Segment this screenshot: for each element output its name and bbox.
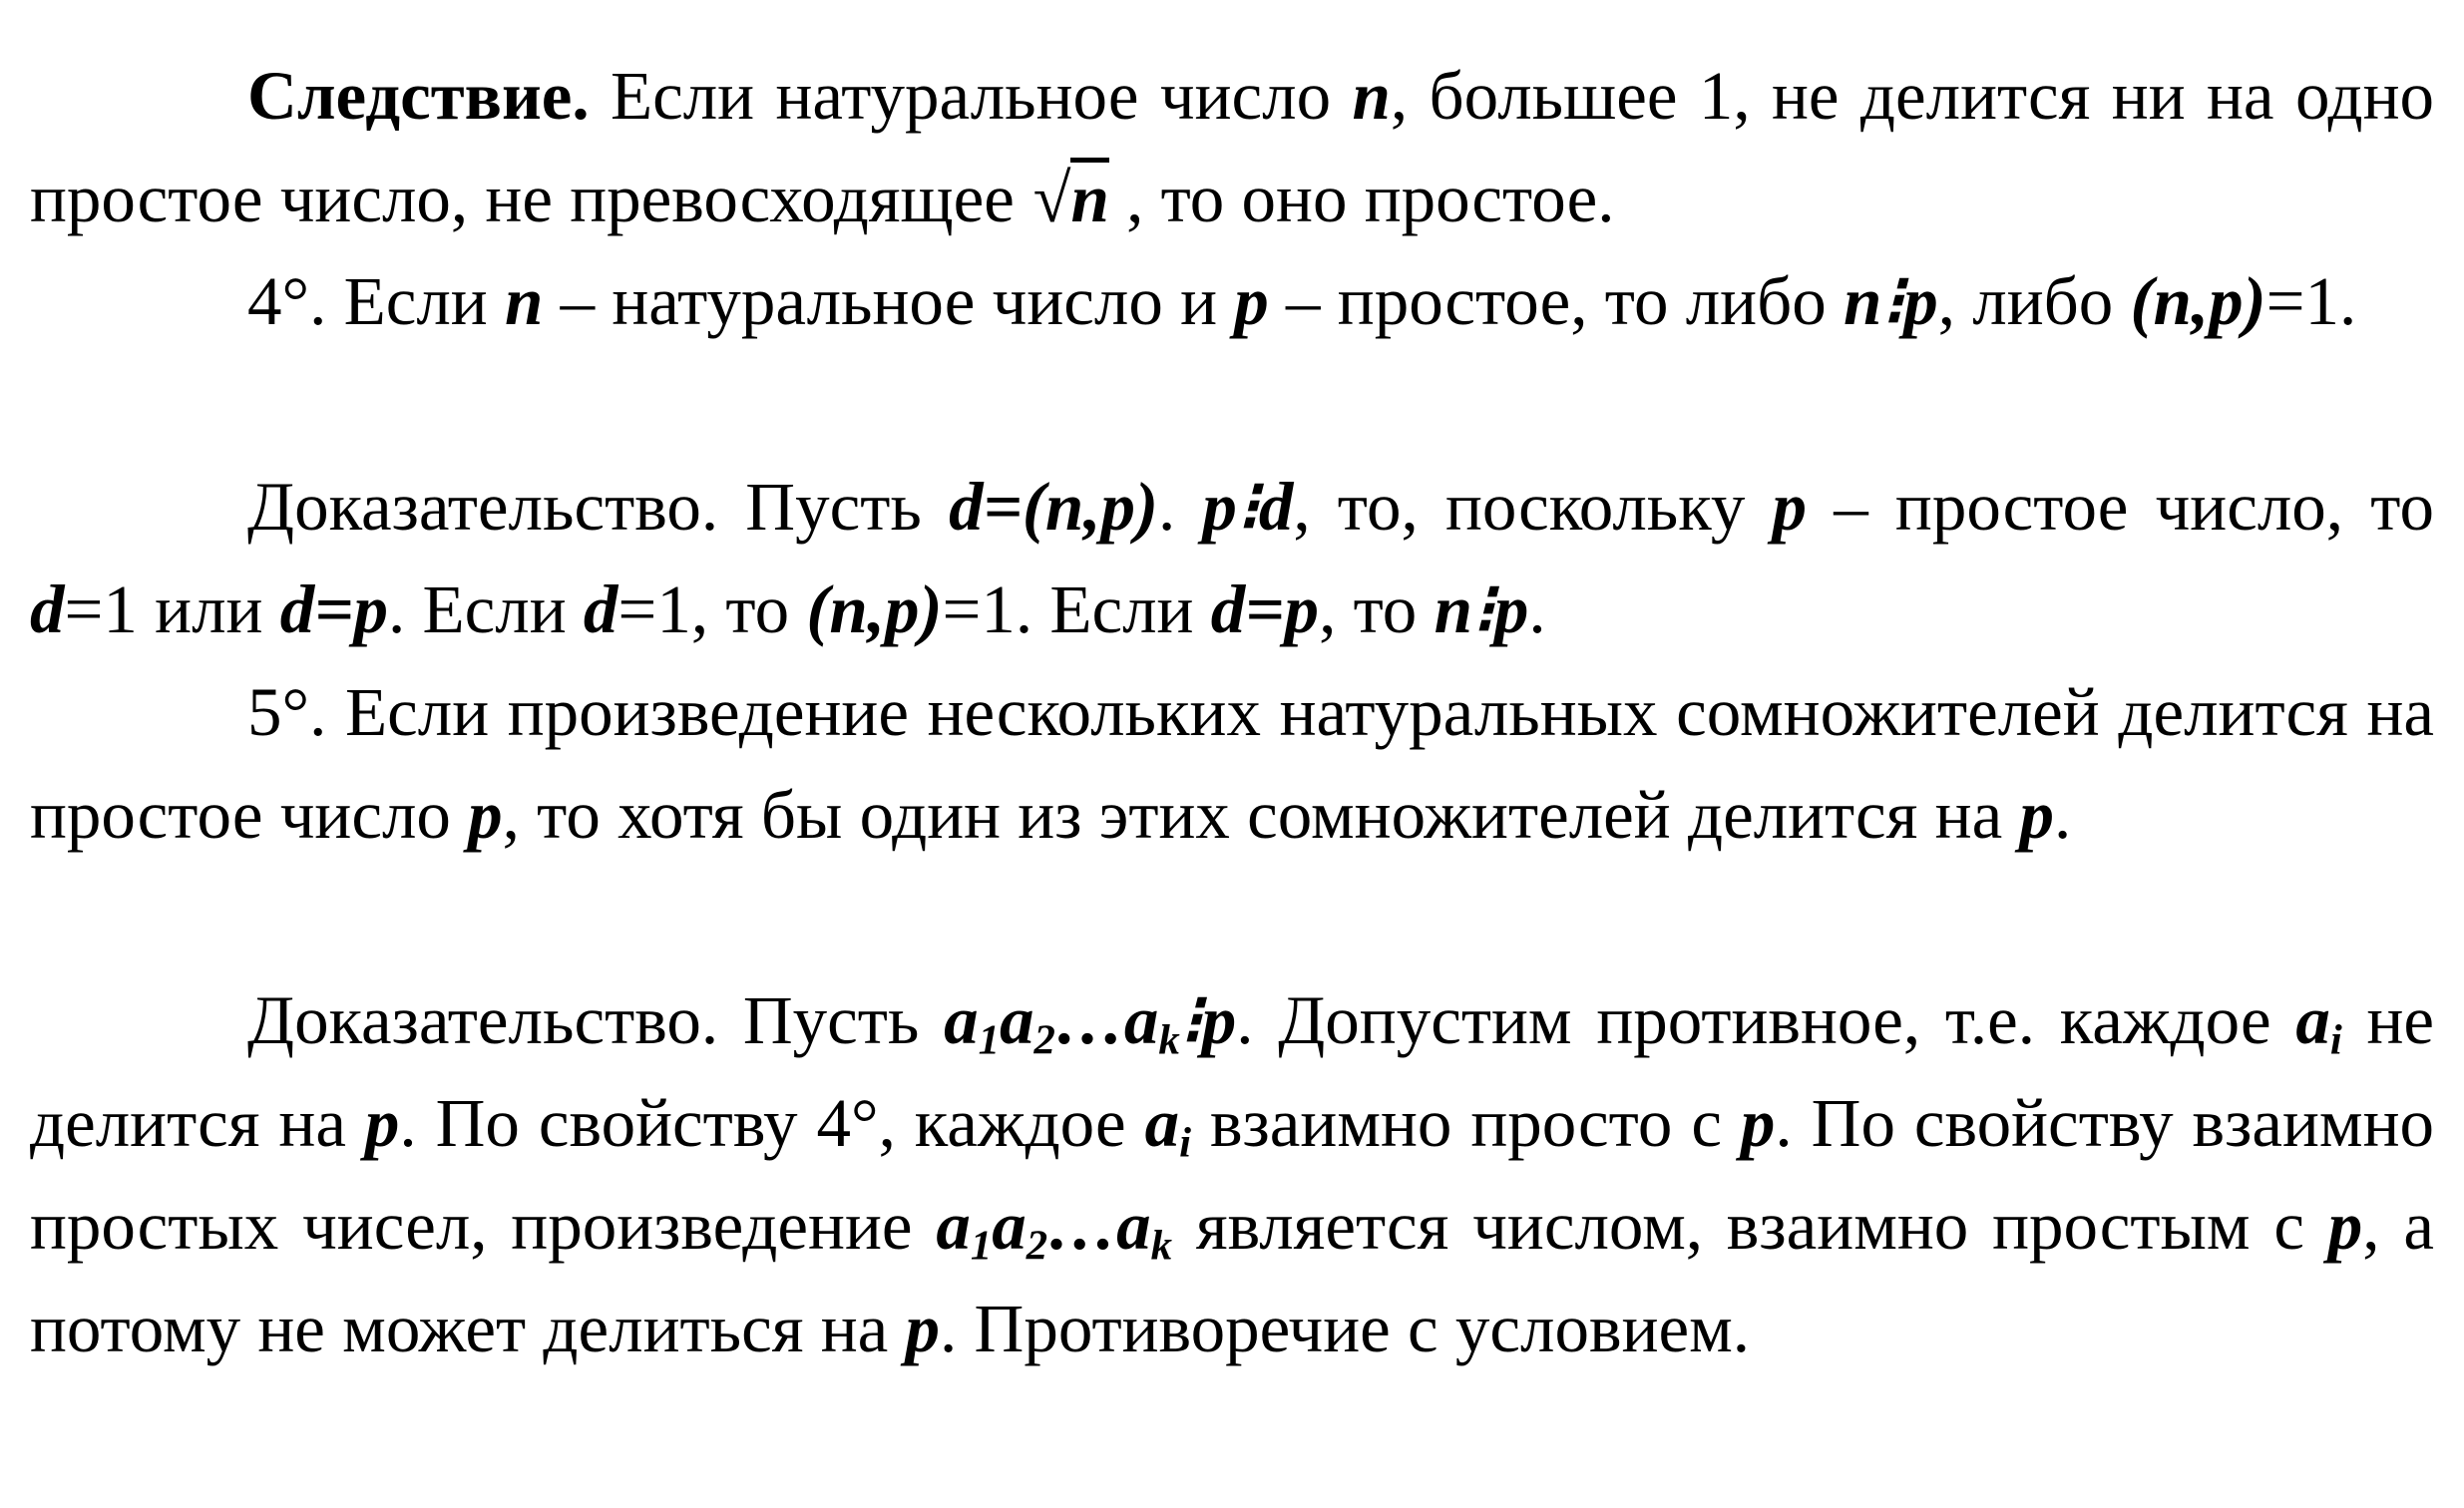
square-root-n [1031,148,1109,250]
math-variable-n: n [1352,58,1391,134]
math-variable-n: n [504,263,544,339]
radicand: n [1070,158,1108,233]
text: Доказательство. Пусть [247,469,950,545]
text: =1 или [64,571,280,647]
text: , либо [1937,263,2131,339]
math-var-a: a [2295,982,2330,1058]
math-var-a: a [1000,982,1034,1058]
math-gcd-n-p: (n,p) [806,571,943,647]
text: Доказательство. Пусть [247,982,945,1058]
text: . Допустим противное, т.е. каждое [1236,982,2296,1058]
text: , то хотя бы один из этих сомножителей делится на [502,777,2020,853]
property-5-paragraph [30,661,2434,867]
math-divisibility-n-p: n⁝p [1434,571,1529,647]
text: =1. [2265,263,2357,339]
math-var-a: a [944,982,979,1058]
math-variable-p: p [364,1085,400,1161]
math-variable-p: p [468,777,503,853]
text: 5°. Если произведение нескольких натуральных сомножителей делится на простое число [30,674,2434,853]
text: – простое, то либо [1268,263,1844,339]
text: =1, то [617,571,807,647]
text: , то [1319,571,1435,647]
text: . По свойству 4°, каждое [399,1085,1145,1161]
math-variable-p: p [2327,1188,2363,1264]
subscript: 2 [1033,1016,1055,1064]
proof-4-paragraph [30,456,2434,661]
math-d-equals-p: d=p [279,571,389,647]
proof-5-paragraph [30,969,2434,1380]
text: , то оно простое. [1108,161,1615,236]
math-var-a: a [1144,1085,1180,1161]
property-4-paragraph [30,250,2434,353]
text: . [1157,469,1203,545]
text: , то, поскольку [1293,469,1773,545]
math-divisibility-n-p: n⁝p [1843,263,1938,339]
math-var-a: a [992,1188,1027,1264]
corollary-paragraph [30,45,2434,250]
text: . По свойству взаимно простых чисел, произведение [30,1085,2434,1264]
math-variable-d: d [30,571,65,647]
math-variable-p: p [1740,1085,1776,1161]
subscript: k [1150,1222,1173,1270]
text: взаимно просто с [1191,1085,1741,1161]
math-variable-p: p [1772,469,1808,545]
text: является числом, взаимно простым с [1172,1188,2328,1264]
subscript: 2 [1026,1222,1048,1270]
math-d-equals-p: d=p [1210,571,1320,647]
math-a-i [2295,982,2342,1064]
subscript: i [1179,1119,1191,1167]
text: не делится на [30,982,2434,1161]
text: . Если [388,571,584,647]
math-variable-d: d [583,571,618,647]
text: 4°. Если [247,263,505,339]
subscript: 1 [970,1222,993,1270]
text: =1. Если [942,571,1211,647]
math-variable-p: p [1234,263,1269,339]
math-var-a: a [1116,1188,1151,1264]
ellipsis: … [1054,982,1124,1058]
math-product-divisible [944,982,1237,1064]
subscript: i [2329,1016,2342,1064]
ellipsis: … [1047,1188,1117,1264]
math-variable-p: p [2019,777,2054,853]
math-var-a: a [936,1188,971,1264]
text: . Противоречие с условием. [940,1291,1751,1366]
math-gcd-n-p: (n,p) [2130,263,2266,339]
radical-sign: √ [1032,161,1071,236]
text: Если натуральное число [589,58,1353,134]
text: . [1528,571,1546,647]
text: – натуральное число и [543,263,1235,339]
text: , а потому не может делиться на [30,1188,2434,1366]
subscript: 1 [978,1016,1001,1064]
math-a-i [1144,1085,1191,1167]
subscript: k [1158,1016,1180,1064]
text: – простое число, то [1807,469,2434,545]
math-variable-p: p [905,1291,941,1366]
math-var-a: a [1123,982,1159,1058]
corollary-heading: Следствие. [247,58,590,134]
text: . [2053,777,2072,853]
math-divisibility-p-d: p⁝d [1202,469,1294,545]
math-product [936,1188,1173,1270]
math-d-equals-gcd: d=(n,p) [949,469,1158,545]
text: , большее 1, не делится ни на одно простое число, не превосходящее [30,58,2434,236]
math-divides-p: ⁝p [1179,982,1237,1058]
